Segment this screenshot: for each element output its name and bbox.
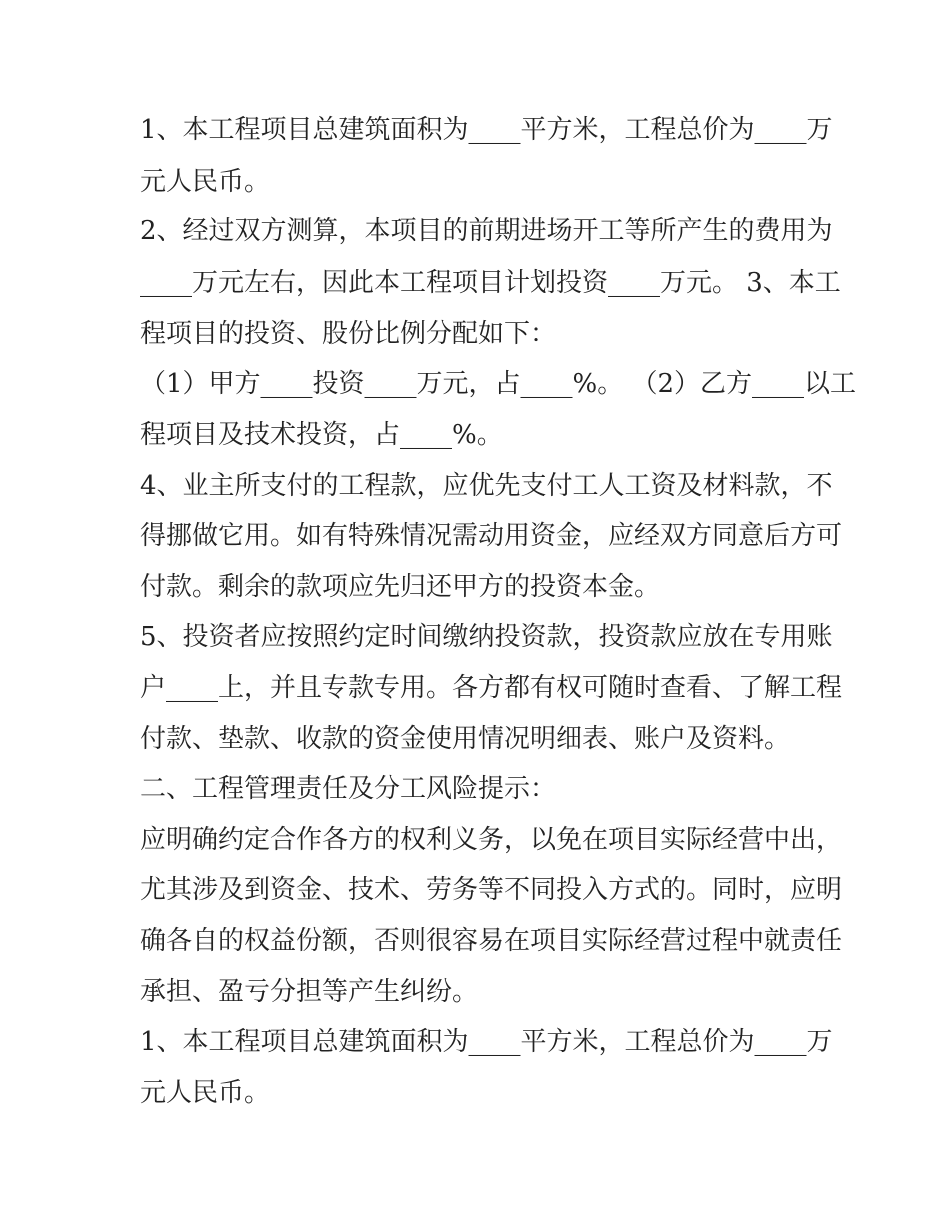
text-line: （1）甲方____投资____万元，占____%。 （2）乙方____以工 — [140, 369, 857, 399]
text-line: 付款。剩余的款项应先归还甲方的投资本金。 — [140, 572, 661, 602]
text-line: 户____上，并且专款专用。各方都有权可随时查看、了解工程 — [140, 673, 843, 703]
text-line: 元人民币。 — [140, 167, 271, 197]
section-heading: 二、工程管理责任及分工风险提示： — [140, 774, 557, 804]
text-line: 承担、盈亏分担等产生纠纷。 — [140, 977, 479, 1007]
text-line: 应明确约定合作各方的权利义务，以免在项目实际经营中出， — [140, 825, 843, 855]
text-line: 1、本工程项目总建筑面积为____平方米，工程总价为____万 — [140, 1027, 833, 1057]
text-line: 得挪做它用。如有特殊情况需动用资金，应经双方同意后方可 — [140, 521, 843, 551]
text-line: 确各自的权益份额，否则很容易在项目实际经营过程中就责任 — [140, 926, 843, 956]
text-line: 元人民币。 — [140, 1078, 271, 1108]
text-line: 尤其涉及到资金、技术、劳务等不同投入方式的。同时，应明 — [140, 875, 843, 905]
text-line: 2、经过双方测算，本项目的前期进场开工等所产生的费用为 — [140, 216, 833, 246]
text-line: 4、业主所支付的工程款，应优先支付工人工资及材料款，不 — [140, 471, 833, 501]
text-line: 程项目及技术投资，占____%。 — [140, 420, 503, 450]
text-line: 1、本工程项目总建筑面积为____平方米，工程总价为____万 — [140, 115, 833, 145]
text-line: 付款、垫款、收款的资金使用情况明细表、账户及资料。 — [140, 724, 791, 754]
text-line: ____万元左右，因此本工程项目计划投资____万元。 3、本工 — [140, 268, 841, 298]
text-line: 程项目的投资、股份比例分配如下： — [140, 319, 557, 349]
text-line: 5、投资者应按照约定时间缴纳投资款，投资款应放在专用账 — [140, 622, 833, 652]
